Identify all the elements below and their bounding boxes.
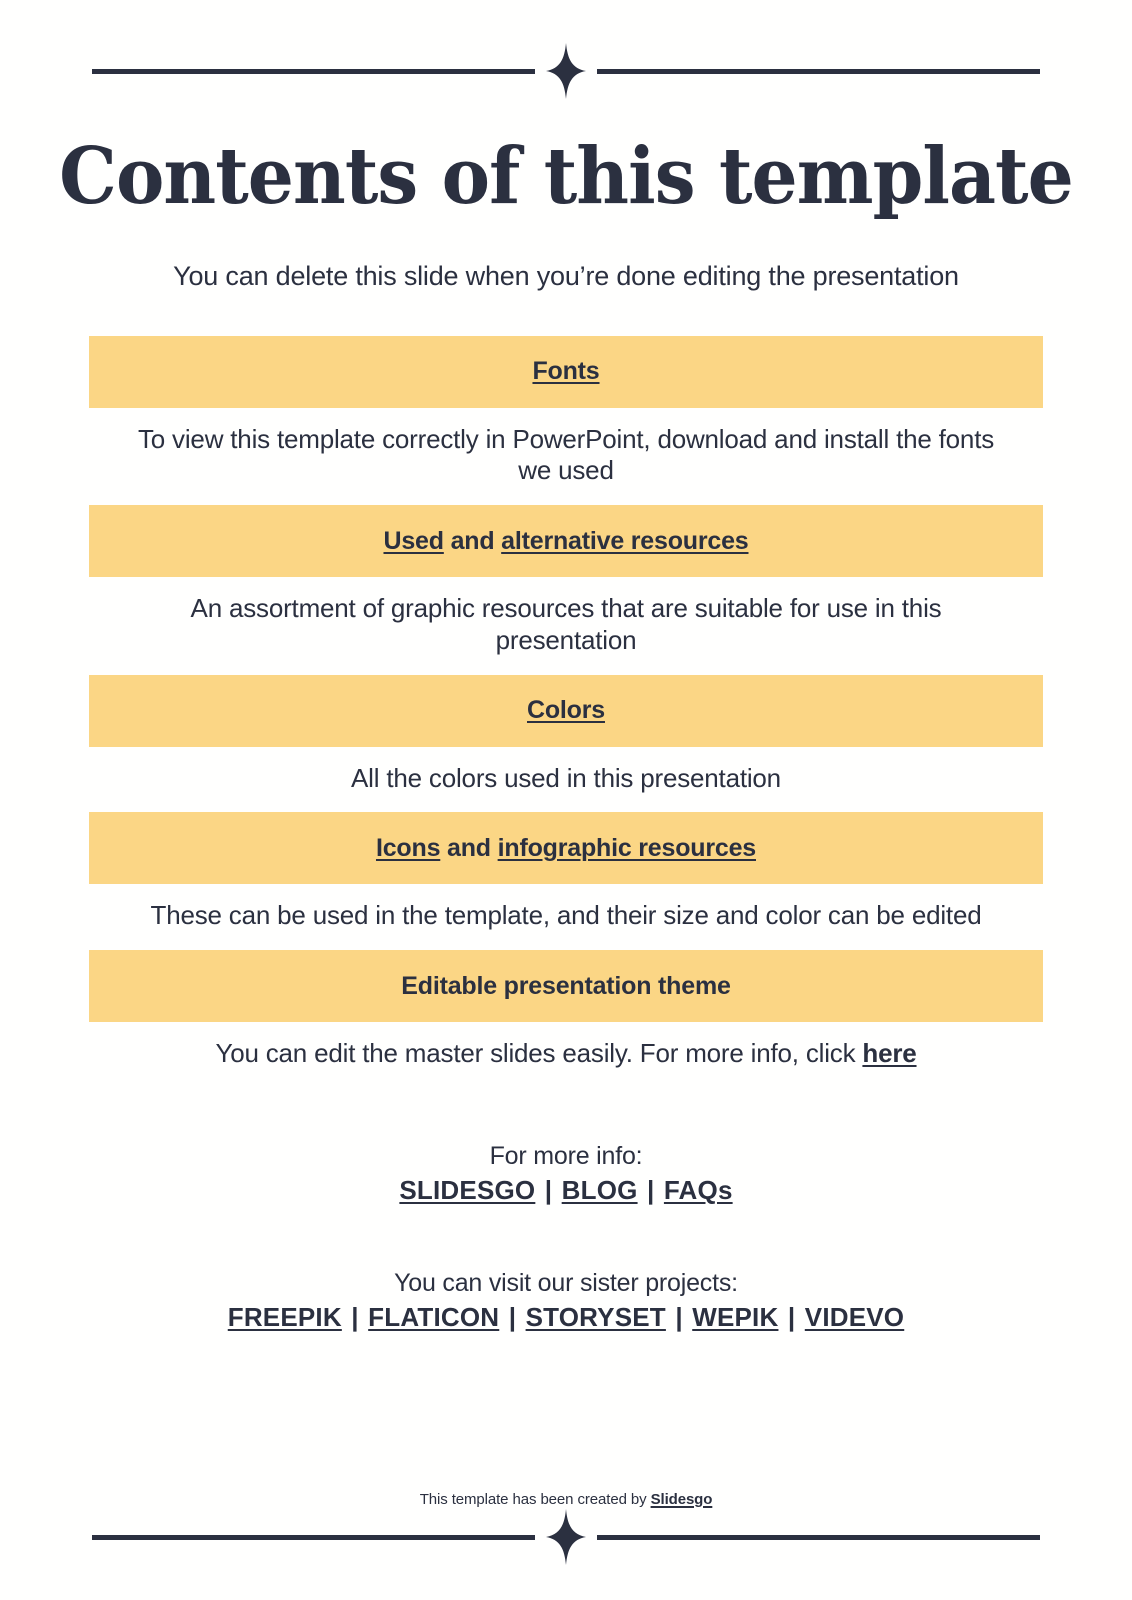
bottom-divider: [92, 1506, 1040, 1568]
section-bar-label: [527, 696, 605, 725]
more-info-link-faqs[interactable]: FAQs: [663, 1174, 733, 1205]
sister-link-storyset[interactable]: STORYSET: [525, 1302, 666, 1333]
section-bar: [89, 336, 1043, 408]
text-run: To view this template correctly in PowerPoint, download and install the fonts we used: [137, 423, 995, 486]
sister-projects-links: [228, 1301, 904, 1334]
page-subtitle: You can delete this slide when you’re done editing the presentation: [173, 261, 959, 291]
section-description: [89, 1022, 1043, 1088]
slidesgo-link[interactable]: Slidesgo: [650, 1491, 713, 1508]
text-run: You can edit the master slides easily. For more info, click: [215, 1038, 863, 1069]
more-info-label: For more info:: [489, 1141, 643, 1170]
section-link[interactable]: Colors: [527, 696, 605, 725]
divider-line-right: [597, 69, 1040, 74]
section-bar-label: [532, 357, 599, 386]
section-bar: [89, 505, 1043, 577]
sparkle-icon: [535, 1506, 597, 1568]
sister-link-freepik[interactable]: FREEPIK: [227, 1302, 342, 1333]
section-bar-label: [376, 834, 756, 863]
sparkle-icon: [535, 40, 597, 102]
link-separator: |: [501, 1302, 524, 1333]
section-bar: [89, 812, 1043, 884]
sister-link-flaticon[interactable]: FLATICON: [368, 1302, 500, 1333]
section-link[interactable]: alternative resources: [501, 526, 749, 555]
section-bar: [89, 950, 1043, 1022]
divider-line-left: [92, 69, 535, 74]
section-bar: [89, 675, 1043, 747]
section-description: [89, 577, 1043, 674]
page-title: Contents of this template: [59, 131, 1073, 222]
more-info-link-blog[interactable]: BLOG: [561, 1174, 638, 1205]
text-run: These can be used in the template, and their size and color can be edited: [150, 900, 982, 931]
text-run: An assortment of graphic resources that are suitable for use in this presentation: [190, 593, 942, 655]
more-info-block: [399, 1140, 732, 1207]
sister-projects-block: [228, 1267, 904, 1334]
credit-prefix: This template has been created by: [419, 1491, 651, 1508]
contents-list: [89, 336, 1043, 1088]
section-bar-label: [401, 972, 730, 1001]
text-run: and: [443, 526, 502, 555]
text-run: All the colors used in this presentation: [351, 762, 781, 793]
more-info-links: [399, 1174, 732, 1207]
section-description: [89, 408, 1043, 505]
section-description: [89, 747, 1043, 813]
more-info-link-slidesgo[interactable]: SLIDESGO: [399, 1174, 536, 1205]
text-run: Editable presentation theme: [401, 971, 731, 1000]
sister-projects-label: You can visit our sister projects:: [394, 1269, 738, 1298]
section-link[interactable]: Used: [383, 526, 444, 555]
inline-link[interactable]: here: [862, 1038, 917, 1069]
link-separator: |: [537, 1174, 560, 1205]
section-description: [89, 884, 1043, 950]
link-separator: |: [343, 1302, 367, 1333]
top-divider: [92, 40, 1040, 102]
link-separator: |: [639, 1174, 662, 1205]
text-run: and: [440, 833, 498, 862]
section-link[interactable]: Fonts: [532, 357, 600, 386]
section-link[interactable]: infographic resources: [497, 833, 756, 862]
link-separator: |: [780, 1302, 803, 1333]
link-separator: |: [667, 1302, 691, 1333]
sister-link-videvo[interactable]: VIDEVO: [804, 1302, 905, 1333]
section-bar-label: [383, 527, 748, 556]
divider-line-left: [92, 1535, 535, 1540]
divider-line-right: [597, 1535, 1040, 1540]
section-link[interactable]: Icons: [375, 833, 441, 862]
sister-link-wepik[interactable]: WEPIK: [692, 1302, 779, 1333]
